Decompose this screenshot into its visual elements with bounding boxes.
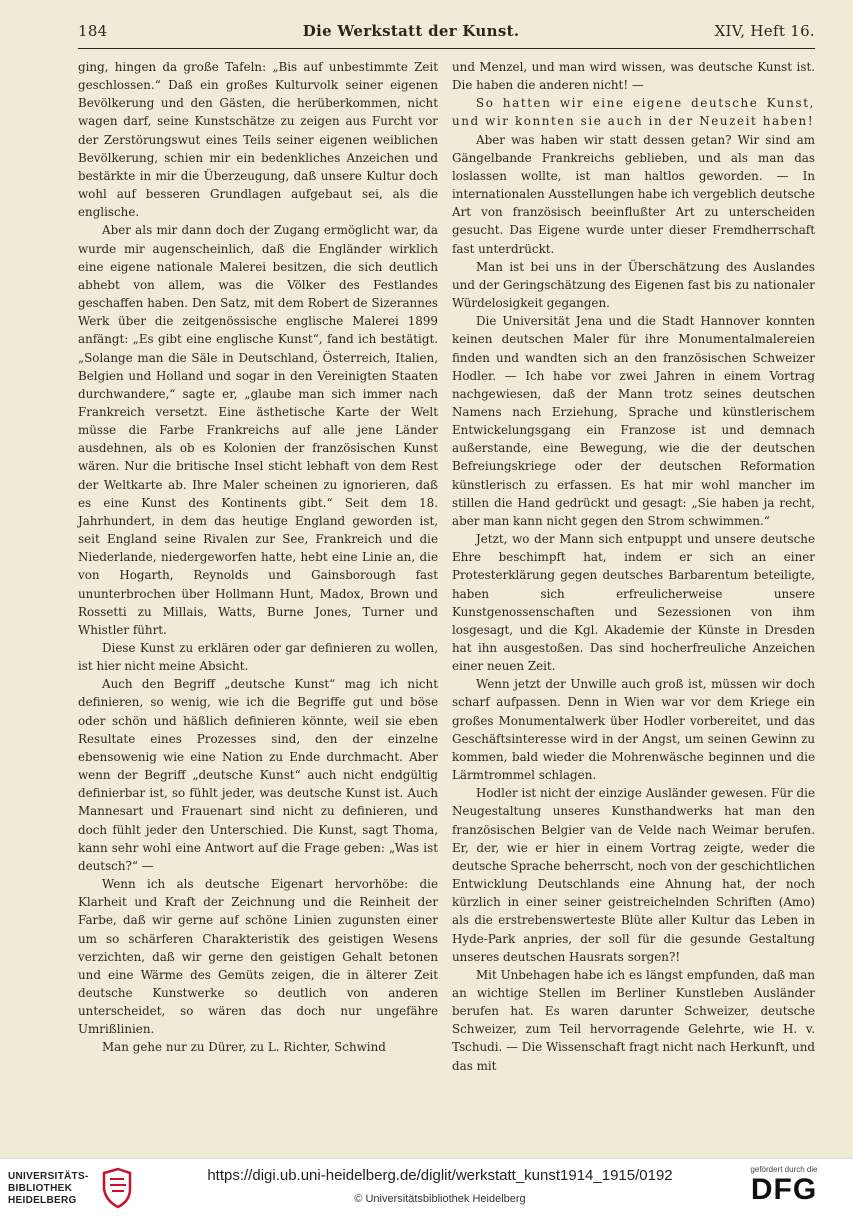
paragraph: Aber als mir dann doch der Zugang ermöglicht war, da wurde mir augenscheinlich, daß die Engländer wirklich eine eigene nationale Malerei besitzen, die sich deutlich abhebt von allem, was die Völker des Festlandes geschaffen haben. Den Satz, mit dem Robert de Sizerannes Werk über die zeitgenössische englische Malerei 1899 anfängt: „Es gibt eine englische Kunst“, fand ich bestätigt. „Solange man die Säle in Deutschland, Österreich, Italien, Belgien und Holland und sogar in den Vereinigten Staaten durchwandere,“ sagte er, „glaube man sich immer nach Frankreich versetzt. Eine ästhetische Karte der Welt müsse die Farbe Frankreichs auf alle jene Länder ausdehnen, als ob es Kolonien der französischen Kunst wären. Nur die britische Insel sticht lebhaft von dem Rest der Weltkarte ab. Ihre Maler scheinen zu ignorieren, daß es eine Kunst des Kontinents gibt.“ Seit dem 18. Jahrhundert, in dem das heutige England geworden ist, seit England seine Rivalen zur See, Frankreich und die Niederlande, niedergeworfen hatte, hebt eine Linie an, die von Hogarth, Reynolds und Gainsborough fast ununterbrochen über Hollmann Hunt, Madox, Brown und Rossetti zu Millais, Watts, Burne Jones, Turner und Whistler führt. bbox=[78, 223, 438, 637]
ub-heidelberg-logo[interactable] bbox=[8, 1167, 148, 1209]
copyright-notice: © Universitätsbibliothek Heidelberg bbox=[354, 1193, 526, 1205]
paragraph: Diese Kunst zu erklären oder gar definieren zu wollen, ist hier nicht meine Absicht. bbox=[78, 641, 438, 674]
paragraph: Jetzt, wo der Mann sich entpuppt und unsere deutsche Ehre beschimpft hat, indem er sich an einer Protesterklärung gegen deutsches Barbarentum beteiligte, haben sich erfreulicherweise unsere Kunstgenossenschaften und Sezessionen von ihm losgesagt, und die Kgl. Akademie der Künste in Dresden hat ihn ausgestoßen. Das sind hocherfreuliche Anzeichen einer neuen Zeit. bbox=[452, 532, 815, 674]
paragraph: Wenn ich als deutsche Eigenart hervorhöbe: die Klarheit und Kraft der Zeichnung und die Reinheit der Farbe, daß wir gerne auf schöne Linien zugunsten einer um so schärferen Charakteristik des geistigen Wesens verzichten, daß wir gerne den geistigen Gehalt betonen und eine Wärme des Gemüts zeigen, die in älterer Zeit deutsche Kunstwerke so deutlich von anderen unterscheidet, so wären das doch nur ungefähre Umrißlinien. bbox=[78, 877, 438, 1037]
left-column bbox=[78, 58, 438, 1057]
paragraph: Aber was haben wir statt dessen getan? Wir sind am Gängelbande Frankreichs geblieben, und als man das loslassen wollte, ist man haltlos geworden. — In internationalen Ausstellungen habe ich vergeblich deutsche Art von französisch beeinflußter Art zu unterscheiden gesucht. Das Eigene wurde unter dieser Fremdherrschaft fast unterdrückt. bbox=[452, 132, 815, 256]
sponsor-caption: gefördert durch die bbox=[750, 1165, 818, 1174]
ub-logo-text: UNIVERSITÄTS- BIBLIOTHEK HEIDELBERG bbox=[8, 1171, 89, 1206]
dfg-sponsor-logo[interactable] bbox=[729, 1165, 839, 1206]
document-url-link[interactable]: https://digi.ub.uni-heidelberg.de/diglit/werkstatt_kunst1914_1915/0192 bbox=[207, 1167, 673, 1184]
ub-emblem-icon bbox=[100, 1167, 136, 1209]
journal-title: Die Werkstatt der Kunst. bbox=[302, 22, 520, 40]
right-column bbox=[452, 58, 815, 1075]
paragraph: Hodler ist nicht der einzige Ausländer gewesen. Für die Neugestaltung unseres Kunsthandwerks hat man den französischen Belgier van de Velde nach Weimar berufen. Er, der, wie er hier in einem Vortrag zeigte, weder die deutsche Sprache beherrscht, noch von der geschichtlichen Entwicklung Deutschlands eine Ahnung hat, der noch kürzlich in einer seiner geistreichelnden Schriften (Amo) als die erstrebenswerteste Blüte aller Kultur das Leben in Hyde-Park anpries, der soll für die gesunde Gestaltung unseres deutschen Hausrats sorgen?! bbox=[452, 786, 815, 964]
paragraph: Man ist bei uns in der Überschätzung des Auslandes und der Geringschätzung des Eigenen fast bis zu nationaler Würdelosigkeit gegangen. bbox=[452, 259, 815, 311]
paragraph: ging, hingen da große Tafeln: „Bis auf unbestimmte Zeit geschlossen.“ Daß ein großes Kulturvolk seiner eigenen Bevölkerung und den Gästen, die herüberkommen, nicht wagen darf, seine Kunstschätze zu zeigen aus Furcht vor der Zerstörungswut eines Teils seiner eigenen weiblichen Bevölkerung, schien mir ein bedenkliches Anzeichen und bestärkte in mir die Überzeugung, daß unsere Kultur doch wohl auf besseren Grundlagen aufgebaut sei, als die englische. bbox=[78, 60, 438, 220]
paragraph: Mit Unbehagen habe ich es längst empfunden, daß man an wichtige Stellen im Berliner Kunstleben Ausländer berufen hat. Es waren darunter Schweizer, deutsche Schweizer, zum Teil hervorragende Gelehrte, wie H. v. Tschudi. — Die Wissenschaft fragt nicht nach Herkunft, und das mit bbox=[452, 967, 815, 1073]
issue-label: XIV, Heft 16. bbox=[714, 22, 815, 40]
paragraph-emphasis: So hatten wir eine eigene deutsche Kunst, und wir konnten sie auch in der Neuzeit haben! bbox=[452, 96, 815, 129]
paragraph: und Menzel, und man wird wissen, was deutsche Kunst ist. Die haben die anderen nicht! — bbox=[452, 60, 815, 93]
paragraph: Wenn jetzt der Unwille auch groß ist, müssen wir doch scharf aufpassen. Denn in Wien war vor dem Kriege ein großes Monumentalwerk über Hodler vorbereitet, und das Geschäftsinteresse wird in der Angst, um seinen Gewinn zu kommen, bald wieder die Mohrenwäsche beginnen und die Lärmtrommel schlagen. bbox=[452, 677, 815, 783]
paragraph: Die Universität Jena und die Stadt Hannover konnten keinen deutschen Maler für ihre Monumentalmalereien finden und wandten sich an den französischen Schweizer Hodler. — Ich habe vor zwei Jahren in einem Vortrag nachgewiesen, daß der Mann trotz seines deutschen Namens nach Erziehung, Sprache und künstlerischem Entwickelungsgang ein Franzose ist und demnach außerstande, eine Bewegung, wie die der deutschen Befreiungskriege oder der deutschen Reformation künstlerisch zu erfassen. Es hat mir wohl mancher im stillen die Hand gedrückt und gesagt: „Sie haben ja recht, aber man kann nicht gegen den Strom schwimmen.“ bbox=[452, 314, 815, 528]
page-number: 184 bbox=[78, 22, 108, 40]
running-header bbox=[78, 22, 815, 46]
paragraph: Auch den Begriff „deutsche Kunst“ mag ich nicht definieren, so wenig, wie ich die Begriffe gut und böse oder schön und häßlich definieren könnte, weil sie eben Resultate eines Prozesses sind, den der einzelne ebensowenig wie eine Nation zu Ende durchmacht. Aber wenn der Begriff „deutsche Kunst“ auch nicht endgültig definierbar ist, so fühlt jeder, was deutsche Kunst ist. Auch Mannesart und Frauenart sind nicht zu definieren, und doch fühlt jeder den Unterschied. Die Kunst, sagt Thoma, kann sehr wohl eine Antwort auf die Frage geben: „Was ist deutsch?“ — bbox=[78, 677, 438, 873]
dfg-logo-text: DFG bbox=[750, 1173, 818, 1206]
paragraph: Man gehe nur zu Dürer, zu L. Richter, Schwind bbox=[102, 1040, 386, 1055]
header-rule bbox=[78, 48, 815, 49]
viewer-footer bbox=[0, 1158, 853, 1216]
